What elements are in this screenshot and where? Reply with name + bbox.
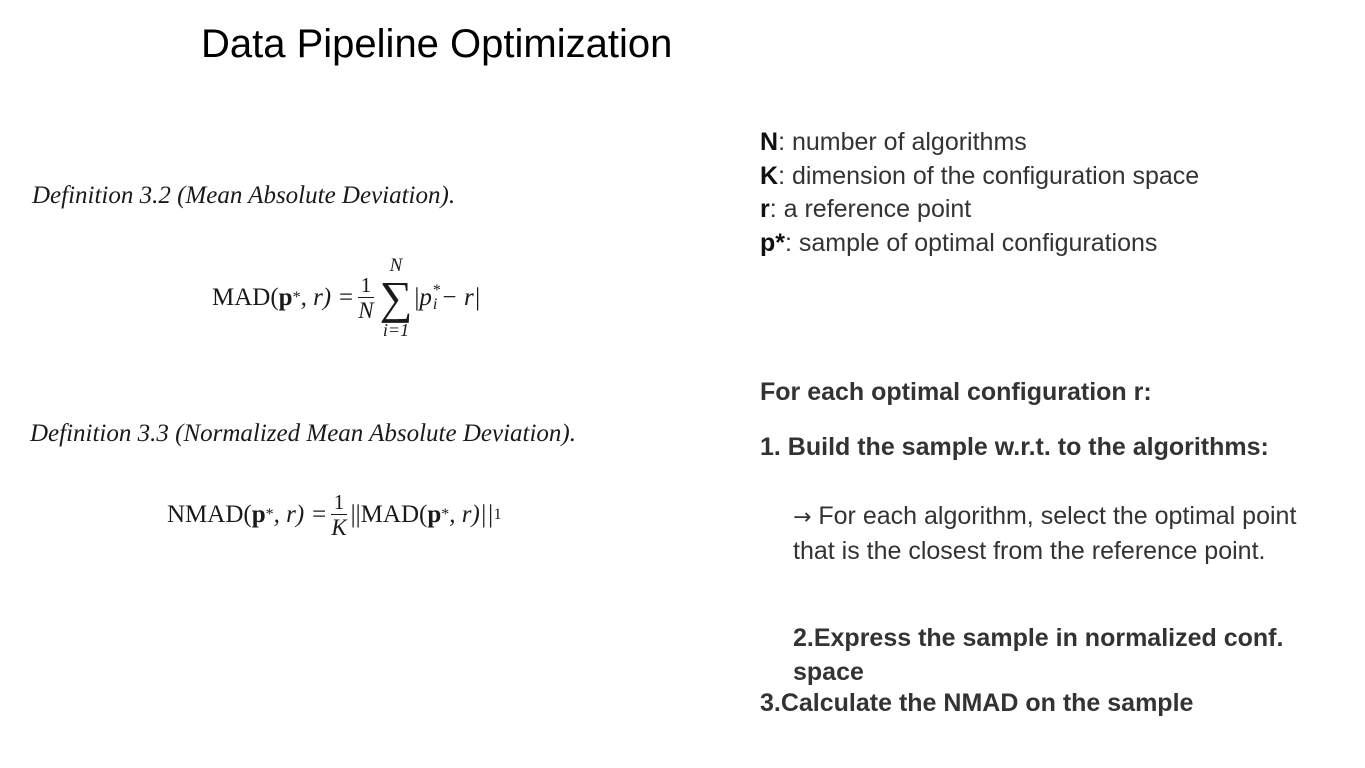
sum-lower-limit: i=1 [382,320,410,340]
step-3: 3.Calculate the NMAD on the sample [760,689,1194,717]
legend-text: : number of algorithms [778,128,1027,156]
nmad-norm-rest: , r)|| [449,501,494,528]
mad-term-index: i [432,296,438,313]
nmad-norm-star: * [441,506,450,523]
nmad-lhs-open: ( [243,501,252,528]
nmad-lhs-star: * [265,506,274,523]
definition-mad-heading: Definition 3.2 (Mean Absolute Deviation). [32,182,456,209]
nmad-norm-subscript: 1 [493,506,502,523]
nmad-norm-p: p [427,501,442,528]
step-1-description-text: For each algorithm, select the optimal point that is the closest from the reference point. [793,502,1297,565]
mad-lhs-fn: MAD [212,284,271,311]
mad-frac-numerator: 1 [360,272,372,297]
legend-item [760,126,1199,160]
nmad-lhs-p: p [251,501,266,528]
mad-term-star: * [432,282,441,299]
nmad-formula [167,482,502,548]
mad-lhs-p: p [278,284,293,311]
mad-fraction [358,273,373,324]
arrow-right-icon: → [793,505,812,530]
mad-summation [380,256,413,340]
step-2: 2.Express the sample in normalized conf. space [793,624,1284,686]
legend-key: N [760,128,779,156]
sum-upper-limit: N [389,255,403,276]
variable-legend [760,126,1199,261]
definition-nmad-heading: Definition 3.3 (Normalized Mean Absolute Deviation). [30,420,576,447]
nmad-frac-denominator: K [331,514,347,540]
legend-item [760,160,1199,194]
nmad-frac-numerator: 1 [333,489,345,514]
mad-term-rest: − r| [440,284,481,311]
legend-key: K [760,161,779,190]
slide-title: Data Pipeline Optimization [201,22,673,66]
legend-item [760,227,1199,261]
mad-formula [212,250,481,346]
legend-text: : sample of optimal configurations [785,229,1158,258]
nmad-norm-open: ||MAD( [350,501,428,528]
mad-term-p: p [419,284,432,311]
legend-text: : dimension of the configuration space [778,161,1200,190]
nmad-lhs-fn: NMAD [167,501,244,528]
nmad-fraction [331,490,346,541]
legend-item [760,193,1199,227]
legend-key: p* [760,229,785,258]
legend-text: : a reference point [769,195,972,224]
mad-lhs-star: * [292,289,301,306]
mad-frac-denominator: N [358,297,374,323]
mad-lhs-rest: , r) = [300,284,355,311]
nmad-lhs-rest: , r) = [273,501,328,528]
step-1-description [793,500,1333,568]
legend-key: r [760,195,770,224]
mad-term-scripts [433,284,441,312]
step-1: 1. Build the sample w.r.t. to the algorithms: [760,433,1269,461]
mad-abs-open: | [414,284,420,311]
mad-lhs-open: ( [270,284,279,311]
sigma-symbol: ∑ [379,272,413,323]
steps-heading: For each optimal configuration r: [760,378,1152,406]
